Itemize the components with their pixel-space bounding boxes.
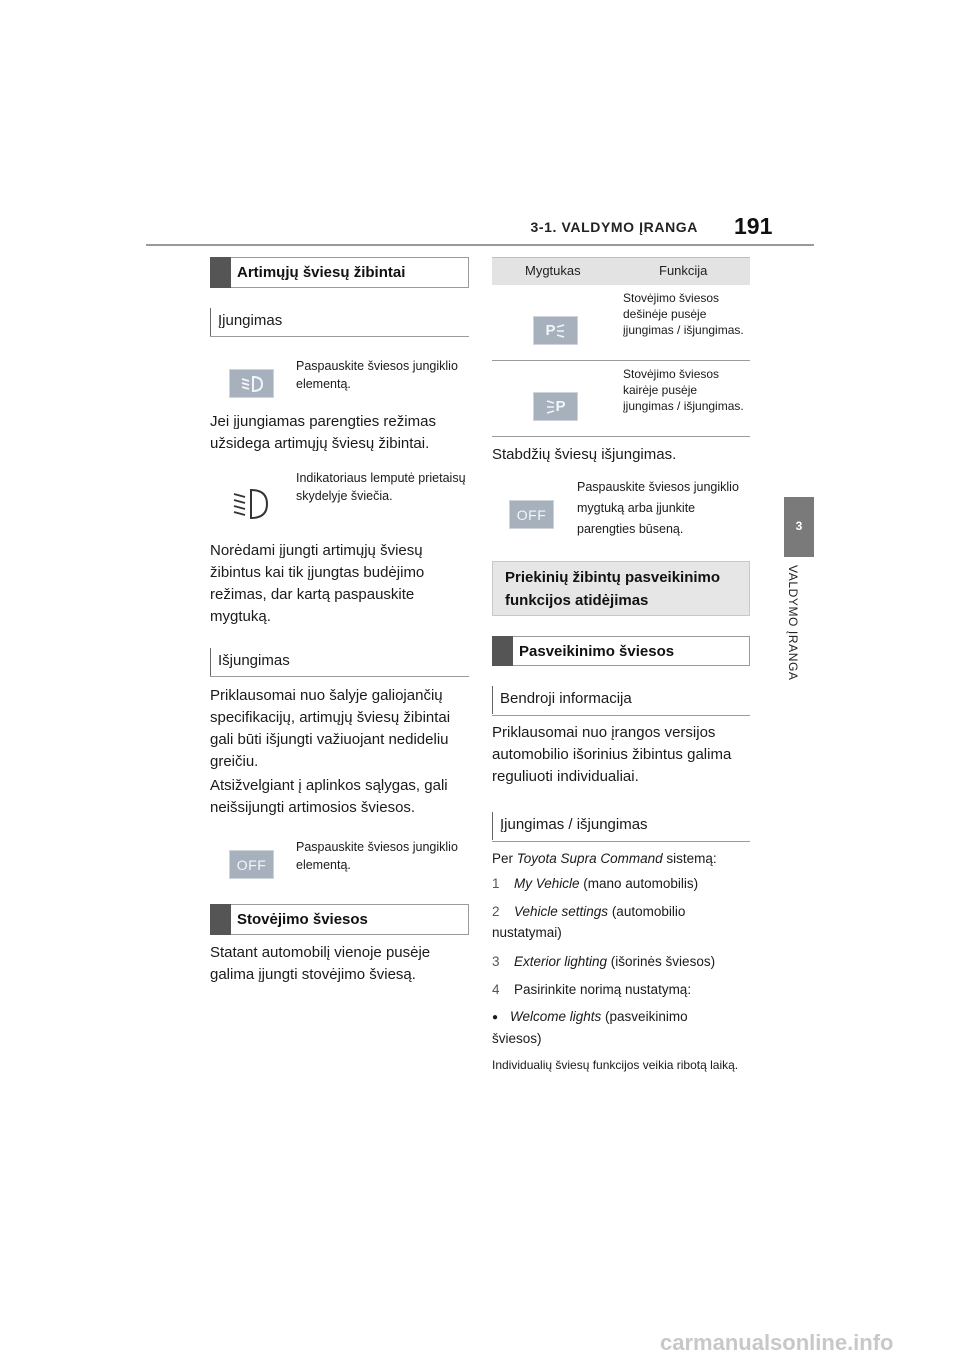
subheading-text: Bendroji informacija bbox=[500, 690, 632, 707]
page-number: 191 bbox=[734, 213, 773, 239]
table-col-function: Funkcija bbox=[659, 263, 708, 278]
bullet-text: (pasveikinimo šviesos) bbox=[492, 1009, 688, 1046]
indicator-lamp-icon bbox=[229, 484, 273, 524]
system-name: Toyota Supra Command bbox=[516, 851, 663, 866]
subheading-on bbox=[210, 308, 469, 337]
step-menu: My Vehicle bbox=[514, 876, 580, 891]
row-divider bbox=[492, 436, 750, 437]
paragraph-general: Priklausomai nuo įrangos versijos automobilio išorinius žibintus galima reguliuoti individualiai. bbox=[492, 724, 732, 785]
row1-function: Stovėjimo šviesos dešinėje pusėje įjungimas / išjungimas. bbox=[623, 291, 744, 337]
heading-text: Artimųjų šviesų žibintai bbox=[237, 264, 406, 281]
paragraph-repeat-press: Norėdami įjungti artimųjų šviesų žibintus kai tik įjungtas budėjimo režimas, dar kartą paspauskite mygtuką. bbox=[210, 542, 425, 625]
icon2-caption: Indikatoriaus lemputė prietaisų skydelyje šviečia. bbox=[296, 471, 466, 503]
step-menu: Vehicle settings bbox=[514, 904, 609, 919]
icon1-caption: Paspauskite šviesos jungiklio elementą. bbox=[296, 359, 458, 391]
heading-parking-lights bbox=[210, 904, 469, 935]
step-number: 3 bbox=[492, 954, 500, 969]
footnote: Individualių šviesų funkcijos veikia ribotą laiką. bbox=[492, 1058, 739, 1072]
parking-p-glyph: P bbox=[545, 322, 556, 339]
step-text: (automobilio nustatymai) bbox=[492, 904, 686, 940]
parking-right-button-icon bbox=[533, 316, 578, 345]
heading-text: Priekinių žibintų pasveikinimo funkcijos atidėjimas bbox=[505, 568, 721, 609]
off-button-icon bbox=[229, 850, 274, 879]
step-text: (mano automobilis) bbox=[579, 876, 699, 891]
paragraph-country-spec: Priklausomai nuo šalyje galiojančių specifikacijų, artimųjų šviesų žibintai gali būti išjungti važiuojant nedideliu greičiu. bbox=[210, 687, 451, 770]
step-number: 2 bbox=[492, 904, 500, 919]
off-button-icon-right bbox=[509, 500, 554, 529]
off-label: OFF bbox=[236, 856, 267, 873]
parking-p-glyph: P bbox=[555, 398, 566, 415]
chapter-tab: 3 bbox=[784, 497, 814, 557]
table-col-button: Mygtukas bbox=[525, 263, 581, 278]
paragraph-ambient: Atsižvelgiant į aplinkos sąlygas, gali neišsijungti artimosios šviesos. bbox=[210, 777, 448, 816]
bullet-menu: Welcome lights bbox=[510, 1009, 602, 1024]
heading-welcome-delay bbox=[492, 561, 750, 616]
per-prefix: Per bbox=[492, 851, 517, 866]
subheading-text: Išjungimas bbox=[218, 652, 290, 669]
step-text: Pasirinkite norimą nustatymą: bbox=[514, 982, 692, 997]
step-1 bbox=[492, 873, 754, 894]
heading-marker bbox=[210, 904, 231, 935]
watermark: carmanualsonline.info bbox=[660, 1330, 894, 1355]
step-2 bbox=[492, 901, 732, 943]
subheading-text: Įjungimas bbox=[218, 312, 283, 329]
parking-left-icon bbox=[545, 400, 555, 414]
table-header bbox=[492, 257, 750, 285]
subheading-off bbox=[210, 648, 469, 677]
row2-function: Stovėjimo šviesos kairėje pusėje įjungimas / išjungimas. bbox=[623, 367, 744, 413]
chapter-side-label: VALDYMO ĮRANGA bbox=[786, 565, 800, 681]
system-intro bbox=[492, 848, 754, 869]
subheading-general bbox=[492, 686, 750, 716]
step-3 bbox=[492, 951, 754, 972]
icon3-caption: Paspauskite šviesos jungiklio elementą. bbox=[296, 840, 458, 872]
heading-marker bbox=[492, 636, 513, 666]
heading-text: Stovėjimo šviesos bbox=[237, 911, 368, 928]
bullet-dot-icon: ● bbox=[492, 1012, 499, 1023]
subheading-text: Įjungimas / išjungimas bbox=[500, 816, 648, 833]
off-caption-right: Paspauskite šviesos jungiklio mygtuką arba įjunkite parengties būseną. bbox=[577, 480, 739, 536]
parking-left-button-icon bbox=[533, 392, 578, 421]
step-4 bbox=[492, 979, 754, 1000]
subheading-onoff bbox=[492, 812, 750, 842]
low-beam-button-icon bbox=[229, 369, 274, 398]
paragraph-brake-lights: Stabdžių šviesų išjungimas. bbox=[492, 446, 677, 463]
bullet-welcome-lights bbox=[492, 1006, 732, 1049]
step-number: 1 bbox=[492, 876, 500, 891]
per-suffix: sistemą: bbox=[662, 851, 717, 866]
low-beam-icon bbox=[237, 374, 267, 394]
heading-marker bbox=[210, 257, 231, 288]
header-rule bbox=[146, 244, 814, 246]
heading-welcome-lights bbox=[492, 636, 750, 666]
step-menu: Exterior lighting bbox=[514, 954, 608, 969]
step-number: 4 bbox=[492, 982, 500, 997]
paragraph-standby: Jei įjungiamas parengties režimas užsidega artimųjų šviesų žibintai. bbox=[210, 413, 436, 452]
row-divider bbox=[492, 360, 750, 361]
paragraph-parking: Statant automobilį vienoje pusėje galima įjungti stovėjimo šviesą. bbox=[210, 944, 431, 983]
off-label: OFF bbox=[516, 506, 547, 523]
heading-low-beam bbox=[210, 257, 469, 288]
parking-right-icon bbox=[556, 324, 566, 338]
low-beam-indicator-icon bbox=[229, 484, 273, 524]
section-title: 3-1. VALDYMO ĮRANGA bbox=[530, 219, 698, 235]
step-text: (išorinės šviesos) bbox=[607, 954, 716, 969]
heading-text: Pasveikinimo šviesos bbox=[519, 642, 675, 660]
